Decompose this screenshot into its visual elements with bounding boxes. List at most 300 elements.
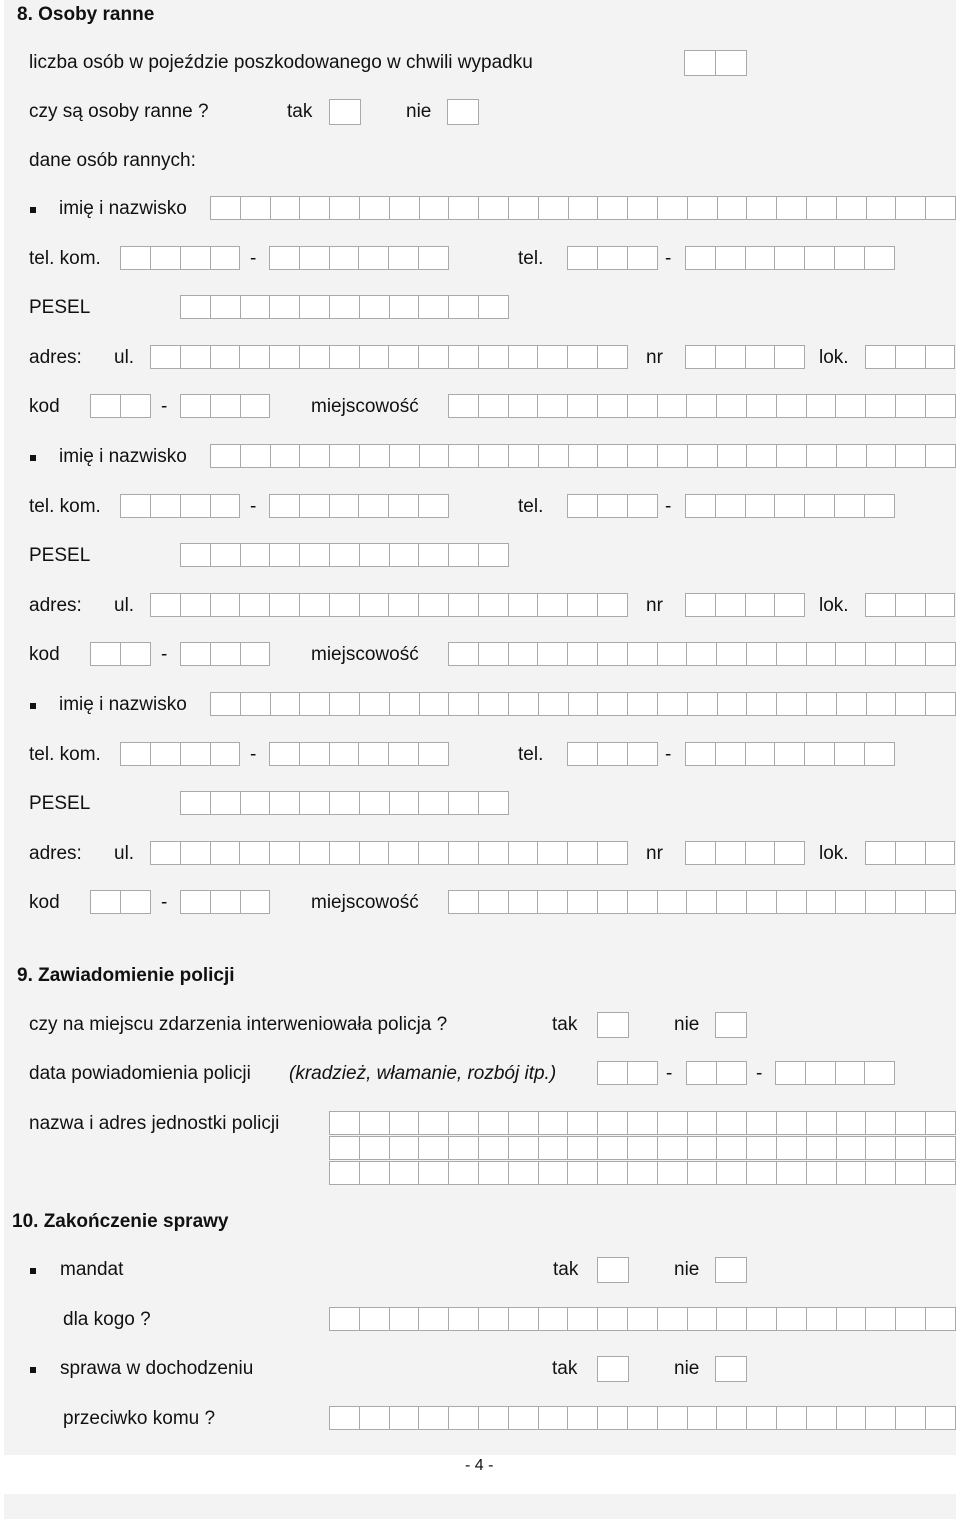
phone-number-box[interactable] — [834, 742, 865, 766]
name-box[interactable] — [478, 444, 509, 468]
street-box[interactable] — [388, 593, 419, 617]
mobile-prefix-box[interactable] — [150, 742, 181, 766]
pesel-box[interactable] — [359, 543, 390, 567]
phone-prefix-box[interactable] — [627, 494, 658, 518]
pesel-box[interactable] — [210, 543, 241, 567]
against-whom-box[interactable] — [567, 1406, 598, 1430]
name-box[interactable] — [210, 196, 241, 220]
phone-prefix-box[interactable] — [597, 494, 628, 518]
street-box[interactable] — [239, 841, 270, 865]
name-box[interactable] — [210, 444, 241, 468]
name-box[interactable] — [895, 692, 926, 716]
pesel-box[interactable] — [448, 543, 479, 567]
pesel-box[interactable] — [389, 543, 420, 567]
pesel-box[interactable] — [418, 295, 449, 319]
city-box[interactable] — [597, 394, 628, 418]
police-unit-box[interactable] — [657, 1161, 688, 1185]
city-box[interactable] — [895, 642, 926, 666]
pesel-box[interactable] — [240, 295, 271, 319]
city-box[interactable] — [686, 394, 717, 418]
city-box[interactable] — [895, 890, 926, 914]
police-unit-box[interactable] — [508, 1111, 539, 1135]
street-box[interactable] — [210, 593, 241, 617]
name-box[interactable] — [627, 692, 658, 716]
phone-prefix-box[interactable] — [567, 742, 598, 766]
mobile-prefix-box[interactable] — [210, 742, 241, 766]
number-box[interactable] — [685, 841, 716, 865]
name-box[interactable] — [627, 196, 658, 220]
city-box[interactable] — [627, 394, 658, 418]
police-unit-box[interactable] — [448, 1136, 479, 1160]
city-box[interactable] — [627, 890, 658, 914]
police-unit-box[interactable] — [478, 1136, 509, 1160]
street-box[interactable] — [180, 345, 211, 369]
city-box[interactable] — [478, 890, 509, 914]
pesel-box[interactable] — [389, 791, 420, 815]
against-whom-box[interactable] — [627, 1406, 658, 1430]
number-box[interactable] — [774, 345, 805, 369]
name-box[interactable] — [240, 444, 271, 468]
police-unit-box[interactable] — [836, 1136, 867, 1160]
police-unit-box[interactable] — [806, 1161, 837, 1185]
name-box[interactable] — [568, 444, 599, 468]
number-box[interactable] — [745, 345, 776, 369]
phone-number-box[interactable] — [864, 246, 895, 270]
phone-number-box[interactable] — [834, 494, 865, 518]
apartment-box[interactable] — [895, 345, 926, 369]
phone-number-box[interactable] — [804, 494, 835, 518]
mobile-prefix-box[interactable] — [210, 246, 241, 270]
police-unit-box[interactable] — [597, 1111, 628, 1135]
postcode-box[interactable] — [90, 394, 121, 418]
occupants-count-box[interactable] — [715, 50, 747, 76]
name-box[interactable] — [687, 196, 718, 220]
street-box[interactable] — [537, 593, 568, 617]
name-box[interactable] — [359, 196, 390, 220]
for-whom-box[interactable] — [478, 1307, 509, 1331]
pesel-box[interactable] — [478, 791, 509, 815]
street-box[interactable] — [567, 841, 598, 865]
name-box[interactable] — [717, 444, 748, 468]
name-box[interactable] — [389, 692, 420, 716]
postcode-box[interactable] — [210, 642, 241, 666]
street-box[interactable] — [150, 593, 181, 617]
mobile-number-box[interactable] — [329, 494, 360, 518]
police-unit-box[interactable] — [865, 1161, 896, 1185]
mobile-prefix-box[interactable] — [120, 246, 151, 270]
name-box[interactable] — [597, 444, 628, 468]
pesel-box[interactable] — [448, 791, 479, 815]
police-unit-box[interactable] — [359, 1161, 390, 1185]
city-box[interactable] — [508, 394, 539, 418]
name-box[interactable] — [568, 692, 599, 716]
police-unit-box[interactable] — [746, 1161, 777, 1185]
for-whom-box[interactable] — [389, 1307, 420, 1331]
against-whom-box[interactable] — [508, 1406, 539, 1430]
pesel-box[interactable] — [389, 295, 420, 319]
notify-date-month-box[interactable] — [686, 1061, 717, 1085]
against-whom-box[interactable] — [895, 1406, 926, 1430]
street-box[interactable] — [537, 345, 568, 369]
name-box[interactable] — [240, 196, 271, 220]
police-unit-box[interactable] — [836, 1111, 867, 1135]
police-unit-box[interactable] — [597, 1161, 628, 1185]
street-box[interactable] — [359, 345, 390, 369]
postcode-box[interactable] — [120, 642, 151, 666]
police-unit-box[interactable] — [627, 1136, 658, 1160]
against-whom-box[interactable] — [329, 1406, 360, 1430]
city-box[interactable] — [478, 394, 509, 418]
phone-number-box[interactable] — [774, 494, 805, 518]
police-unit-box[interactable] — [597, 1136, 628, 1160]
pesel-box[interactable] — [329, 543, 360, 567]
police-unit-box[interactable] — [359, 1136, 390, 1160]
police-unit-box[interactable] — [448, 1161, 479, 1185]
against-whom-box[interactable] — [925, 1406, 956, 1430]
street-box[interactable] — [567, 345, 598, 369]
street-box[interactable] — [508, 593, 539, 617]
city-box[interactable] — [865, 642, 896, 666]
city-box[interactable] — [597, 642, 628, 666]
police-unit-box[interactable] — [895, 1136, 926, 1160]
city-box[interactable] — [895, 394, 926, 418]
mobile-number-box[interactable] — [269, 246, 300, 270]
mobile-prefix-box[interactable] — [120, 494, 151, 518]
occupants-count-box[interactable] — [684, 50, 716, 76]
city-box[interactable] — [716, 394, 747, 418]
police-unit-box[interactable] — [359, 1111, 390, 1135]
apartment-box[interactable] — [925, 593, 956, 617]
for-whom-box[interactable] — [359, 1307, 390, 1331]
street-box[interactable] — [329, 841, 360, 865]
city-box[interactable] — [925, 394, 956, 418]
name-box[interactable] — [329, 444, 360, 468]
mobile-number-box[interactable] — [269, 742, 300, 766]
name-box[interactable] — [895, 196, 926, 220]
police-unit-box[interactable] — [895, 1161, 926, 1185]
street-box[interactable] — [448, 345, 479, 369]
for-whom-box[interactable] — [657, 1307, 688, 1331]
name-box[interactable] — [299, 196, 330, 220]
street-box[interactable] — [418, 593, 449, 617]
city-box[interactable] — [865, 394, 896, 418]
city-box[interactable] — [567, 394, 598, 418]
mobile-number-box[interactable] — [358, 742, 389, 766]
pesel-box[interactable] — [359, 295, 390, 319]
number-box[interactable] — [774, 593, 805, 617]
number-box[interactable] — [715, 593, 746, 617]
for-whom-box[interactable] — [448, 1307, 479, 1331]
phone-prefix-box[interactable] — [567, 494, 598, 518]
name-box[interactable] — [806, 196, 837, 220]
against-whom-box[interactable] — [538, 1406, 569, 1430]
pesel-box[interactable] — [359, 791, 390, 815]
street-box[interactable] — [597, 345, 628, 369]
name-box[interactable] — [508, 692, 539, 716]
mobile-number-box[interactable] — [388, 246, 419, 270]
street-box[interactable] — [418, 345, 449, 369]
pesel-box[interactable] — [478, 295, 509, 319]
street-box[interactable] — [418, 841, 449, 865]
name-box[interactable] — [448, 692, 479, 716]
city-box[interactable] — [448, 642, 479, 666]
for-whom-box[interactable] — [329, 1307, 360, 1331]
name-box[interactable] — [836, 444, 867, 468]
street-box[interactable] — [210, 841, 241, 865]
city-box[interactable] — [537, 394, 568, 418]
name-box[interactable] — [419, 692, 450, 716]
against-whom-box[interactable] — [687, 1406, 718, 1430]
name-box[interactable] — [270, 196, 301, 220]
city-box[interactable] — [746, 642, 777, 666]
name-box[interactable] — [657, 692, 688, 716]
phone-number-box[interactable] — [864, 494, 895, 518]
city-box[interactable] — [746, 890, 777, 914]
police-unit-box[interactable] — [508, 1136, 539, 1160]
postcode-box[interactable] — [90, 642, 121, 666]
apartment-box[interactable] — [865, 841, 896, 865]
street-box[interactable] — [508, 841, 539, 865]
mobile-number-box[interactable] — [418, 494, 449, 518]
police-unit-box[interactable] — [746, 1136, 777, 1160]
against-whom-box[interactable] — [746, 1406, 777, 1430]
city-box[interactable] — [776, 890, 807, 914]
city-box[interactable] — [448, 890, 479, 914]
street-box[interactable] — [537, 841, 568, 865]
number-box[interactable] — [715, 841, 746, 865]
police-unit-box[interactable] — [448, 1111, 479, 1135]
mobile-prefix-box[interactable] — [180, 742, 211, 766]
for-whom-box[interactable] — [925, 1307, 956, 1331]
police-unit-box[interactable] — [657, 1111, 688, 1135]
street-box[interactable] — [150, 345, 181, 369]
investigation-no-checkbox[interactable] — [715, 1356, 747, 1382]
postcode-box[interactable] — [120, 890, 151, 914]
police-unit-box[interactable] — [329, 1136, 360, 1160]
name-box[interactable] — [210, 692, 241, 716]
name-box[interactable] — [657, 196, 688, 220]
name-box[interactable] — [717, 692, 748, 716]
city-box[interactable] — [686, 890, 717, 914]
police-unit-box[interactable] — [538, 1136, 569, 1160]
name-box[interactable] — [299, 692, 330, 716]
police-unit-box[interactable] — [329, 1161, 360, 1185]
name-box[interactable] — [806, 692, 837, 716]
street-box[interactable] — [508, 345, 539, 369]
name-box[interactable] — [448, 196, 479, 220]
street-box[interactable] — [329, 345, 360, 369]
apartment-box[interactable] — [925, 841, 956, 865]
mobile-number-box[interactable] — [269, 494, 300, 518]
apartment-box[interactable] — [865, 345, 896, 369]
mobile-prefix-box[interactable] — [210, 494, 241, 518]
name-box[interactable] — [359, 444, 390, 468]
mobile-prefix-box[interactable] — [180, 494, 211, 518]
phone-prefix-box[interactable] — [627, 246, 658, 270]
pesel-box[interactable] — [418, 543, 449, 567]
police-unit-box[interactable] — [925, 1136, 956, 1160]
notify-date-day-box[interactable] — [597, 1061, 628, 1085]
city-box[interactable] — [448, 394, 479, 418]
police-unit-box[interactable] — [776, 1161, 807, 1185]
police-unit-box[interactable] — [389, 1111, 420, 1135]
postcode-box[interactable] — [180, 394, 211, 418]
pesel-box[interactable] — [210, 791, 241, 815]
phone-number-box[interactable] — [685, 494, 716, 518]
city-box[interactable] — [537, 642, 568, 666]
city-box[interactable] — [508, 642, 539, 666]
against-whom-box[interactable] — [478, 1406, 509, 1430]
city-box[interactable] — [746, 394, 777, 418]
police-unit-box[interactable] — [478, 1111, 509, 1135]
city-box[interactable] — [508, 890, 539, 914]
pesel-box[interactable] — [240, 543, 271, 567]
police-unit-box[interactable] — [567, 1136, 598, 1160]
police-unit-box[interactable] — [687, 1111, 718, 1135]
pesel-box[interactable] — [180, 543, 211, 567]
police-unit-box[interactable] — [806, 1111, 837, 1135]
city-box[interactable] — [567, 642, 598, 666]
name-box[interactable] — [746, 444, 777, 468]
name-box[interactable] — [806, 444, 837, 468]
mobile-prefix-box[interactable] — [150, 246, 181, 270]
street-box[interactable] — [239, 345, 270, 369]
pesel-box[interactable] — [269, 543, 300, 567]
pesel-box[interactable] — [269, 295, 300, 319]
name-box[interactable] — [389, 196, 420, 220]
phone-prefix-box[interactable] — [567, 246, 598, 270]
police-unit-box[interactable] — [538, 1161, 569, 1185]
for-whom-box[interactable] — [627, 1307, 658, 1331]
postcode-box[interactable] — [180, 642, 211, 666]
for-whom-box[interactable] — [865, 1307, 896, 1331]
name-box[interactable] — [270, 444, 301, 468]
mobile-number-box[interactable] — [329, 742, 360, 766]
name-box[interactable] — [568, 196, 599, 220]
for-whom-box[interactable] — [776, 1307, 807, 1331]
police-unit-box[interactable] — [865, 1136, 896, 1160]
name-box[interactable] — [717, 196, 748, 220]
street-box[interactable] — [299, 841, 330, 865]
city-box[interactable] — [657, 890, 688, 914]
injured-yes-checkbox[interactable] — [329, 99, 361, 125]
city-box[interactable] — [865, 890, 896, 914]
name-box[interactable] — [478, 196, 509, 220]
name-box[interactable] — [866, 196, 897, 220]
name-box[interactable] — [299, 444, 330, 468]
street-box[interactable] — [448, 841, 479, 865]
street-box[interactable] — [478, 593, 509, 617]
phone-number-box[interactable] — [685, 246, 716, 270]
city-box[interactable] — [657, 642, 688, 666]
notify-date-year-box[interactable] — [775, 1061, 806, 1085]
police-unit-box[interactable] — [627, 1111, 658, 1135]
city-box[interactable] — [806, 890, 837, 914]
police-unit-box[interactable] — [716, 1136, 747, 1160]
police-unit-box[interactable] — [776, 1136, 807, 1160]
phone-number-box[interactable] — [864, 742, 895, 766]
city-box[interactable] — [567, 890, 598, 914]
mobile-prefix-box[interactable] — [120, 742, 151, 766]
street-box[interactable] — [269, 345, 300, 369]
name-box[interactable] — [597, 196, 628, 220]
street-box[interactable] — [359, 841, 390, 865]
street-box[interactable] — [329, 593, 360, 617]
apartment-box[interactable] — [925, 345, 956, 369]
phone-number-box[interactable] — [745, 494, 776, 518]
name-box[interactable] — [776, 196, 807, 220]
street-box[interactable] — [388, 345, 419, 369]
city-box[interactable] — [925, 642, 956, 666]
against-whom-box[interactable] — [836, 1406, 867, 1430]
phone-prefix-box[interactable] — [597, 246, 628, 270]
name-box[interactable] — [597, 692, 628, 716]
police-unit-box[interactable] — [538, 1111, 569, 1135]
pesel-box[interactable] — [329, 791, 360, 815]
street-box[interactable] — [269, 841, 300, 865]
mobile-number-box[interactable] — [418, 246, 449, 270]
police-unit-box[interactable] — [687, 1161, 718, 1185]
for-whom-box[interactable] — [508, 1307, 539, 1331]
ticket-no-checkbox[interactable] — [715, 1257, 747, 1283]
police-unit-box[interactable] — [418, 1111, 449, 1135]
name-box[interactable] — [836, 692, 867, 716]
postcode-box[interactable] — [120, 394, 151, 418]
street-box[interactable] — [299, 345, 330, 369]
against-whom-box[interactable] — [776, 1406, 807, 1430]
phone-prefix-box[interactable] — [627, 742, 658, 766]
against-whom-box[interactable] — [806, 1406, 837, 1430]
against-whom-box[interactable] — [359, 1406, 390, 1430]
street-box[interactable] — [388, 841, 419, 865]
street-box[interactable] — [359, 593, 390, 617]
phone-number-box[interactable] — [774, 742, 805, 766]
injured-no-checkbox[interactable] — [447, 99, 479, 125]
for-whom-box[interactable] — [895, 1307, 926, 1331]
mobile-prefix-box[interactable] — [150, 494, 181, 518]
police-unit-box[interactable] — [567, 1161, 598, 1185]
number-box[interactable] — [745, 593, 776, 617]
postcode-box[interactable] — [240, 394, 271, 418]
street-box[interactable] — [567, 593, 598, 617]
name-box[interactable] — [895, 444, 926, 468]
pesel-box[interactable] — [299, 543, 330, 567]
postcode-box[interactable] — [210, 890, 241, 914]
mobile-number-box[interactable] — [358, 246, 389, 270]
name-box[interactable] — [329, 196, 360, 220]
pesel-box[interactable] — [299, 295, 330, 319]
street-box[interactable] — [180, 593, 211, 617]
city-box[interactable] — [537, 890, 568, 914]
police-unit-box[interactable] — [925, 1111, 956, 1135]
city-box[interactable] — [716, 642, 747, 666]
police-unit-box[interactable] — [567, 1111, 598, 1135]
street-box[interactable] — [269, 593, 300, 617]
police-unit-box[interactable] — [716, 1161, 747, 1185]
number-box[interactable] — [774, 841, 805, 865]
pesel-box[interactable] — [478, 543, 509, 567]
name-box[interactable] — [627, 444, 658, 468]
against-whom-box[interactable] — [716, 1406, 747, 1430]
name-box[interactable] — [508, 196, 539, 220]
mobile-number-box[interactable] — [358, 494, 389, 518]
pesel-box[interactable] — [299, 791, 330, 815]
name-box[interactable] — [508, 444, 539, 468]
name-box[interactable] — [538, 692, 569, 716]
name-box[interactable] — [836, 196, 867, 220]
name-box[interactable] — [925, 444, 956, 468]
name-box[interactable] — [866, 444, 897, 468]
